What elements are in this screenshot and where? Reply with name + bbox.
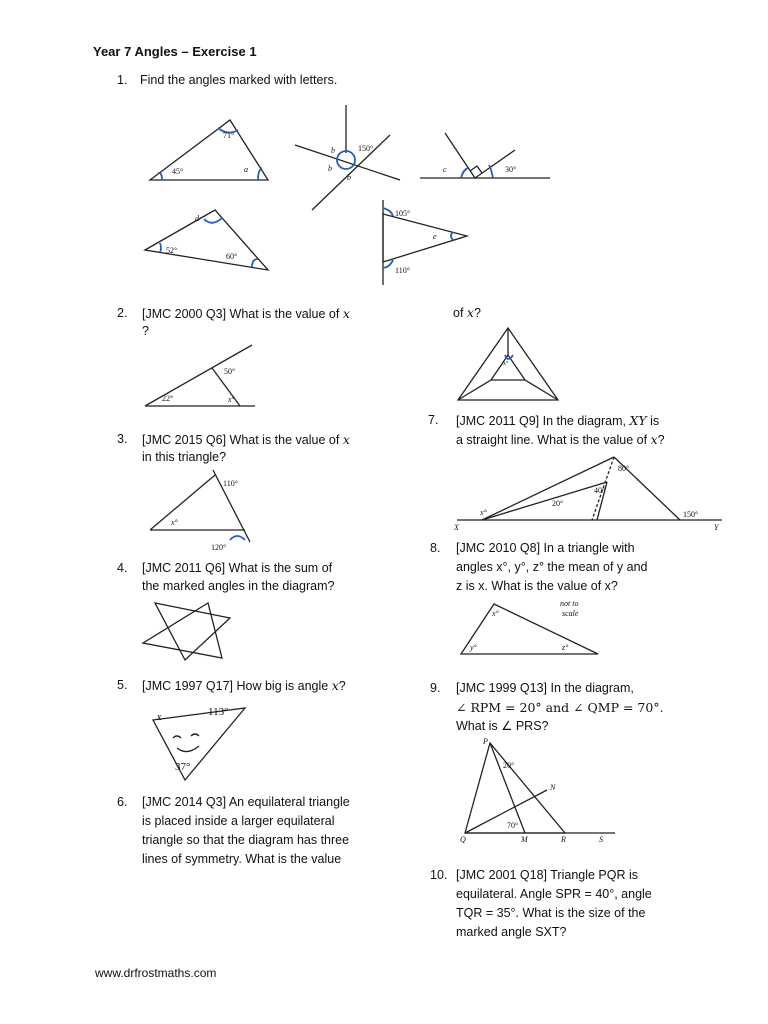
question-4-line-1: [JMC 2011 Q6] What is the sum of (142, 561, 333, 575)
label-R: R (561, 835, 566, 844)
question-number-9: 9. (430, 681, 441, 695)
question-number-7: 7. (428, 413, 439, 427)
label-c: c (443, 165, 447, 174)
label-20: 20° (552, 499, 564, 508)
question-7-line-2 (456, 430, 665, 450)
question-2-line-2: ? (142, 324, 149, 338)
label-20: 20° (503, 761, 515, 770)
question-number-1: 1. (117, 73, 128, 87)
question-9-line-3: What is ∠ PRS? (456, 719, 549, 733)
page-title: Year 7 Angles – Exercise 1 (93, 44, 257, 59)
label-b-3: b (347, 173, 351, 182)
figure-3 (145, 470, 280, 555)
label-d: d (195, 214, 199, 223)
label-52: 52° (166, 246, 178, 255)
question-number-2: 2. (117, 306, 128, 320)
label-105: 105° (395, 209, 411, 218)
label-Q: Q (460, 835, 466, 844)
label-M: M (521, 835, 528, 844)
label-X: X (454, 523, 459, 532)
label-Y: Y (714, 523, 719, 532)
question-9-line-1: [JMC 1999 Q13] In the diagram, (456, 681, 634, 695)
question-10-line-4: marked angle SXT? (456, 925, 567, 939)
question-10-line-3: TQR = 35°. What is the size of the (456, 906, 646, 920)
label-e: e (433, 232, 437, 241)
figure-1c-straight-line (415, 128, 555, 188)
question-6-qmark: ? (473, 306, 481, 320)
question-3-var: x (342, 432, 350, 447)
question-6-line-2: is placed inside a larger equilateral (142, 814, 335, 828)
question-10-line-2: equilateral. Angle SPR = 40°, angle (456, 887, 652, 901)
question-7-var-xy: XY (629, 413, 647, 428)
question-10-line-1: [JMC 2001 Q18] Triangle PQR is (456, 868, 639, 882)
label-113: 113° (208, 706, 229, 718)
label-150: 150° (683, 510, 699, 519)
label-x: x° (228, 395, 235, 404)
label-x: x° (171, 518, 178, 527)
question-2-text: [JMC 2000 Q3] What is the value of (142, 307, 340, 321)
question-3-line-1 (142, 430, 350, 450)
label-x: x° (492, 609, 499, 618)
label-22: 22° (162, 394, 174, 403)
label-S: S (599, 835, 603, 844)
figure-1d-triangle (140, 205, 280, 280)
label-P: P (483, 737, 488, 746)
label-50: 50° (224, 367, 236, 376)
question-7-qmark: ? (657, 433, 665, 447)
question-number-10: 10. (430, 868, 448, 882)
figure-7-straight-line (452, 452, 727, 532)
label-x: x° (503, 361, 509, 367)
figure-4-star (140, 598, 240, 668)
label-b-2: b (328, 164, 332, 173)
question-number-4: 4. (117, 561, 128, 575)
question-5-line-1 (142, 676, 346, 696)
question-7-var-x: x (650, 432, 658, 447)
question-6-line-3: triangle so that the diagram has three (142, 833, 350, 847)
question-7-line-1 (456, 411, 659, 431)
label-80: 80° (618, 464, 630, 473)
question-7-text-b: is (650, 414, 660, 428)
question-8-line-1: [JMC 2010 Q8] In a triangle with (456, 541, 635, 555)
label-60: 60° (226, 252, 238, 261)
question-6-continuation (453, 303, 481, 323)
figure-2 (140, 340, 260, 410)
question-number-5: 5. (117, 678, 128, 692)
question-5-var: x (331, 678, 339, 693)
label-y: y° (470, 643, 477, 652)
label-71: 71° (223, 131, 235, 140)
question-5-text: [JMC 1997 Q17] How big is angle (142, 679, 329, 693)
question-6-of: of (453, 306, 464, 320)
label-a: a (244, 165, 248, 174)
question-6-var: x (466, 305, 474, 320)
question-number-6: 6. (117, 795, 128, 809)
question-7-text-c: a straight line. What is the value of (456, 433, 648, 447)
label-45: 45° (172, 167, 184, 176)
footer-url[interactable]: www.drfrostmaths.com (95, 966, 217, 980)
figure-1e-triangle (375, 200, 475, 285)
figure-1b-lines (290, 105, 410, 215)
figure-6-triangles (453, 325, 563, 405)
figure-1a-triangle (140, 110, 280, 190)
label-110: 110° (395, 266, 410, 275)
label-120: 120° (211, 543, 227, 552)
question-number-8: 8. (430, 541, 441, 555)
question-8-line-2: angles x°, y°, z° the mean of y and (456, 560, 648, 574)
question-7-text-a: [JMC 2011 Q9] In the diagram, (456, 414, 626, 428)
question-2-var: x (342, 306, 350, 321)
label-150: 150° (358, 144, 374, 153)
question-8-line-3: z is x. What is the value of x? (456, 579, 618, 593)
question-4-line-2: the marked angles in the diagram? (142, 579, 335, 593)
question-2-line-1 (142, 304, 350, 324)
question-1-text: Find the angles marked with letters. (140, 73, 338, 87)
question-3-line-2: in this triangle? (142, 450, 227, 464)
label-z: z° (562, 643, 569, 652)
note-scale: scale (562, 609, 579, 618)
note-not-to: not to (560, 599, 579, 608)
label-x: x° (480, 508, 487, 517)
figure-5-face-triangle (145, 698, 255, 788)
question-3-text: [JMC 2015 Q6] What is the value of (142, 433, 340, 447)
label-30: 30° (505, 165, 517, 174)
figure-8-triangle (456, 598, 606, 658)
question-6-line-1: [JMC 2014 Q3] An equilateral triangle (142, 795, 350, 809)
label-70: 70° (507, 821, 519, 830)
label-x: x (157, 712, 162, 723)
label-b-1: b (331, 146, 335, 155)
question-number-3: 3. (117, 432, 128, 446)
question-5-qmark: ? (338, 679, 346, 693)
label-40: 40° (594, 486, 606, 495)
question-6-line-4: lines of symmetry. What is the value (142, 852, 342, 866)
label-N: N (550, 783, 556, 792)
label-110: 110° (223, 479, 238, 488)
label-37: 37° (175, 761, 191, 773)
figure-9-triangle (455, 738, 620, 843)
question-9-line-2: ∠ RPM = 20° and ∠ QMP = 70°. (456, 700, 664, 715)
